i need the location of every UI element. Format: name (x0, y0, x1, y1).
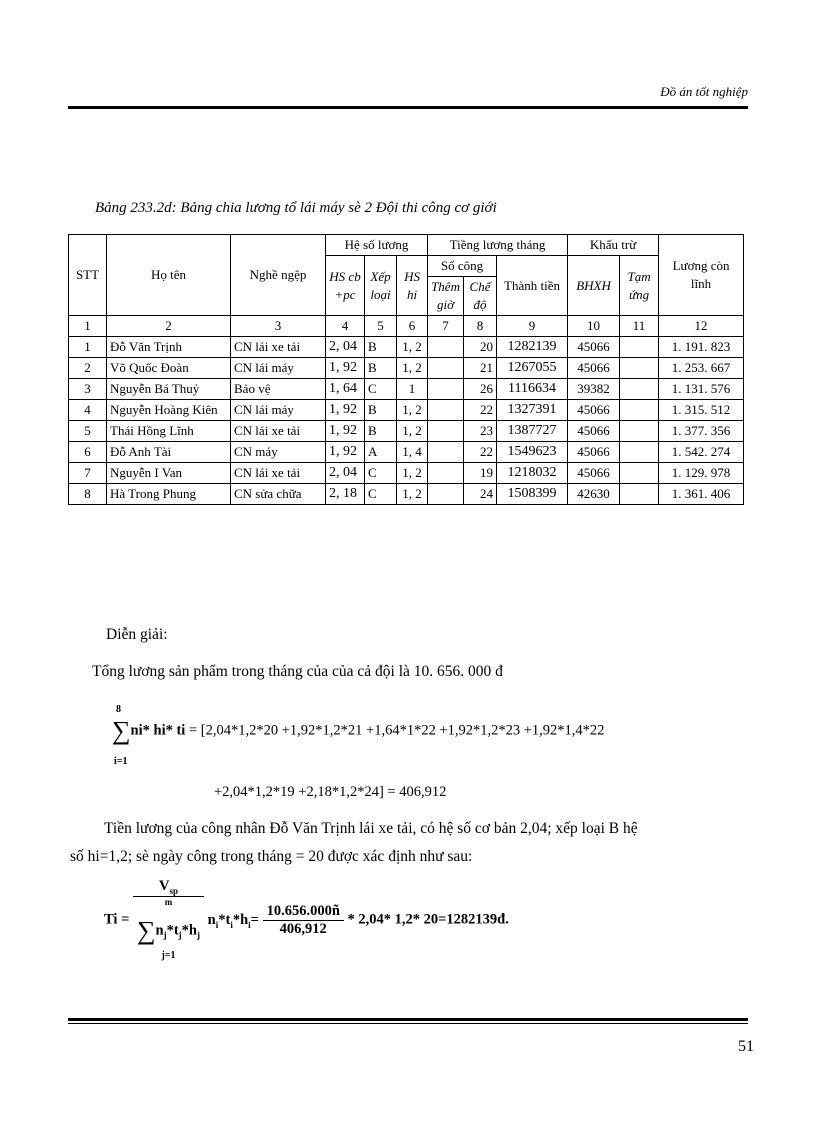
cell-che: 22 (464, 400, 497, 421)
cell-them (428, 484, 464, 505)
th-deduct-group: Khấu trừ (568, 235, 659, 256)
cell-che: 22 (464, 442, 497, 463)
cell-con: 1. 131. 576 (659, 379, 744, 400)
colnum: 4 (326, 316, 365, 337)
cell-job: CN lái máy (231, 358, 326, 379)
cell-che: 20 (464, 337, 497, 358)
cell-them (428, 358, 464, 379)
cell-bhxh: 42630 (568, 484, 620, 505)
ti-label: Ti = (104, 911, 130, 928)
th-xeploai-l2: loại (370, 286, 391, 302)
cell-xl: B (365, 337, 397, 358)
th-so-cong: Số công (428, 256, 497, 277)
cell-tam (620, 442, 659, 463)
cell-tam (620, 358, 659, 379)
cell-hs: 2, 18 (326, 484, 365, 505)
cell-con: 1. 361. 406 (659, 484, 744, 505)
th-remain-l2: lĩnh (690, 276, 712, 291)
cell-hi: 1, 2 (397, 484, 428, 505)
footer-rule-thin (68, 1023, 748, 1024)
colnum: 12 (659, 316, 744, 337)
cell-stt: 4 (69, 400, 107, 421)
sum-denominator: $^m$ $\sum n_j*t_j*h_j$ j=1 (136, 896, 200, 961)
cell-job: CN lái xe tải (231, 463, 326, 484)
cell-name: Thái Hồng Lĩnh (107, 421, 231, 442)
cell-job: CN lái xe tải (231, 337, 326, 358)
cell-tt: 1549623 (497, 442, 568, 463)
cell-them (428, 337, 464, 358)
th-job: Nghề ngệp (231, 235, 326, 316)
th-tam-ung (620, 256, 659, 316)
th-che-do-l2: độ (473, 297, 487, 312)
cell-stt: 2 (69, 358, 107, 379)
colnum: 8 (464, 316, 497, 337)
colnum: 5 (365, 316, 397, 337)
cell-che: 21 (464, 358, 497, 379)
cell-name: Đỗ Văn Trịnh (107, 337, 231, 358)
j-lower: j=1 (161, 949, 176, 961)
frac-den: 406,912 (279, 920, 327, 937)
colnum: 2 (107, 316, 231, 337)
cell-them (428, 379, 464, 400)
th-xeploai-l1: Xếp (370, 268, 391, 284)
cell-hi: 1, 2 (397, 337, 428, 358)
cell-them (428, 463, 464, 484)
value-fraction (263, 903, 344, 938)
colnum: 9 (497, 316, 568, 337)
cell-bhxh: 45066 (568, 358, 620, 379)
cell-tam (620, 463, 659, 484)
cell-job: CN máy (231, 442, 326, 463)
cell-hs: 1, 92 (326, 358, 365, 379)
footer-rule-thick (68, 1018, 748, 1021)
cell-bhxh: 39382 (568, 379, 620, 400)
cell-name: Nguyễn Bá Thuỷ (107, 379, 231, 400)
sum-rhs-1: = [2,04*1,2*20 +1,92*1,2*21 +1,64*1*22 +1,92*1,2*23 +1,92*1,4*22 (188, 722, 605, 739)
cell-name: Đỗ Anh Tài (107, 442, 231, 463)
cell-xl: B (365, 400, 397, 421)
th-thanh-tien: Thành tiền (497, 256, 568, 316)
cell-tt: 1387727 (497, 421, 568, 442)
cell-stt: 3 (69, 379, 107, 400)
cell-job: CN lái xe tải (231, 421, 326, 442)
cell-bhxh: 45066 (568, 337, 620, 358)
table-row (69, 358, 744, 379)
frac-num: 10.656.000ñ (263, 903, 344, 921)
th-hscb (326, 256, 365, 316)
cell-xl: C (365, 379, 397, 400)
th-them-gio-l1: Thêm (431, 279, 460, 294)
sigma-icon-2: ∑ (136, 915, 156, 945)
cell-job: CN sửa chữa (231, 484, 326, 505)
table-row (69, 442, 744, 463)
cell-xl: C (365, 484, 397, 505)
header-rule (68, 106, 748, 109)
cell-them (428, 442, 464, 463)
cell-hs: 2, 04 (326, 463, 365, 484)
th-them-gio (428, 277, 464, 316)
cell-con: 1. 315. 512 (659, 400, 744, 421)
sum-rhs-2: +2,04*1,2*19 +2,18*1,2*24] = 406,912 (214, 784, 447, 800)
th-hshi-l1: HS (404, 268, 420, 284)
th-che-do (464, 277, 497, 316)
cell-tt: 1116634 (497, 379, 568, 400)
th-remain (659, 235, 744, 316)
vsp-fraction (133, 878, 204, 963)
th-tam-ung-l1: Tạm (627, 268, 651, 284)
cell-con: 1. 377. 356 (659, 421, 744, 442)
table-row (69, 484, 744, 505)
cell-stt: 1 (69, 337, 107, 358)
sigma-icon: ∑ (112, 716, 131, 745)
th-coef-group: Hệ số lương (326, 235, 428, 256)
cell-hs: 1, 92 (326, 400, 365, 421)
cell-name: Nguyễn Hoàng Kiên (107, 400, 231, 421)
cell-hi: 1, 2 (397, 421, 428, 442)
cell-che: 26 (464, 379, 497, 400)
cell-con: 1. 542. 274 (659, 442, 744, 463)
cell-them (428, 400, 464, 421)
m-upper: m (164, 896, 173, 907)
column-number-row (69, 316, 744, 337)
cell-tam (620, 337, 659, 358)
cell-tam (620, 379, 659, 400)
cell-hs: 2, 04 (326, 337, 365, 358)
sum-upper: 8 (116, 704, 121, 715)
cell-stt: 8 (69, 484, 107, 505)
cell-con: 1. 253. 667 (659, 358, 744, 379)
th-stt: STT (69, 235, 107, 316)
sum-lower: i=1 (114, 756, 128, 767)
cell-xl: C (365, 463, 397, 484)
cell-job: Bảo vệ (231, 379, 326, 400)
cell-stt: 6 (69, 442, 107, 463)
cell-hi: 1, 2 (397, 358, 428, 379)
cell-stt: 7 (69, 463, 107, 484)
ti-mid: $n_i*t_i*h_i=$ (207, 911, 259, 930)
table-caption: Bảng 233.2d: Bảng chia lương tổ lái máy sè 2 Đội thi công cơ giới (95, 200, 497, 216)
vsp: $V_{sp}$ (133, 878, 204, 897)
cell-xl: B (365, 358, 397, 379)
cell-name: Võ Quốc Đoàn (107, 358, 231, 379)
page-number: 51 (738, 1038, 754, 1055)
sum-line-1 (112, 716, 604, 746)
colnum: 7 (428, 316, 464, 337)
colnum: 6 (397, 316, 428, 337)
cell-them (428, 421, 464, 442)
ti-tail: * 2,04* 1,2* 20=1282139đ. (347, 911, 509, 928)
cell-tt: 1267055 (497, 358, 568, 379)
cell-hi: 1 (397, 379, 428, 400)
cell-name: Nguyễn I Van (107, 463, 231, 484)
th-hscb-l2: +pc (334, 286, 356, 302)
cell-xl: A (365, 442, 397, 463)
header-title: Đồ án tốt nghiệp (660, 84, 748, 99)
th-tam-ung-l2: ứng (629, 286, 650, 302)
colnum: 11 (620, 316, 659, 337)
cell-con: 1. 191. 823 (659, 337, 744, 358)
cell-job: CN lái máy (231, 400, 326, 421)
th-remain-l1: Lương còn (672, 258, 730, 273)
table-row (69, 421, 744, 442)
th-salary-group: Tiềng lương tháng (428, 235, 568, 256)
cell-tt: 1327391 (497, 400, 568, 421)
th-bhxh: BHXH (568, 256, 620, 316)
cell-bhxh: 45066 (568, 400, 620, 421)
cell-tam (620, 484, 659, 505)
cell-bhxh: 45066 (568, 442, 620, 463)
table-row (69, 379, 744, 400)
colnum: 10 (568, 316, 620, 337)
para-2: số hi=1,2; sè ngày công trong tháng = 20 được xác định như sau: (70, 848, 473, 865)
sum-expr: ni* hi* ti (130, 722, 186, 739)
cell-hi: 1, 2 (397, 400, 428, 421)
cell-che: 24 (464, 484, 497, 505)
th-hshi-l2: hi (406, 286, 418, 302)
cell-bhxh: 45066 (568, 421, 620, 442)
cell-tt: 1218032 (497, 463, 568, 484)
cell-tt: 1282139 (497, 337, 568, 358)
salary-table (68, 234, 744, 505)
cell-bhxh: 45066 (568, 463, 620, 484)
table-row (69, 337, 744, 358)
cell-tam (620, 421, 659, 442)
th-che-do-l1: Chế (469, 279, 491, 294)
th-hscb-l1: HS cb (329, 268, 361, 284)
cell-che: 23 (464, 421, 497, 442)
cell-tt: 1508399 (497, 484, 568, 505)
cell-che: 19 (464, 463, 497, 484)
table-row (69, 463, 744, 484)
cell-hs: 1, 92 (326, 442, 365, 463)
table-row (69, 400, 744, 421)
para-1: Tiền lương của công nhân Đỗ Văn Trịnh lái xe tải, có hệ số cơ bản 2,04; xếp loại B hệ (104, 820, 638, 837)
cell-xl: B (365, 421, 397, 442)
cell-hi: 1, 4 (397, 442, 428, 463)
cell-con: 1. 129. 978 (659, 463, 744, 484)
total-line: Tổng lương sản phẩm trong tháng của của cả đội là 10. 656. 000 đ (92, 663, 503, 680)
th-them-gio-l2: giờ (436, 297, 455, 312)
explain-label: Diễn giải: (106, 626, 168, 643)
cell-name: Hà Trong Phung (107, 484, 231, 505)
colnum: 1 (69, 316, 107, 337)
cell-hs: 1, 64 (326, 379, 365, 400)
cell-tam (620, 400, 659, 421)
colnum: 3 (231, 316, 326, 337)
ti-formula (104, 878, 509, 963)
cell-hi: 1, 2 (397, 463, 428, 484)
cell-stt: 5 (69, 421, 107, 442)
cell-hs: 1, 92 (326, 421, 365, 442)
th-xeploai (365, 256, 397, 316)
th-hshi (397, 256, 428, 316)
th-name: Họ tên (107, 235, 231, 316)
